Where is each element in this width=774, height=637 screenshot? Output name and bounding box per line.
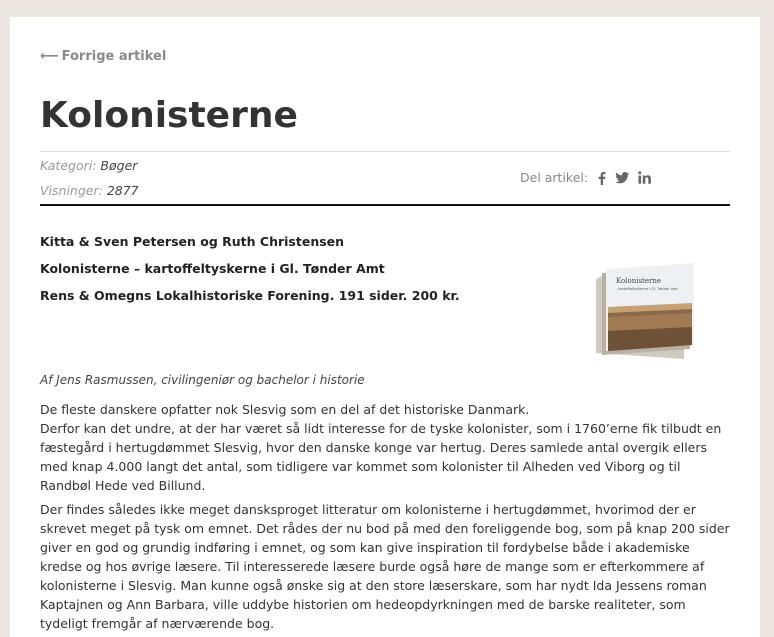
share-bar <box>520 170 651 185</box>
views-meta <box>40 183 139 198</box>
article-paragraph-1 <box>40 400 735 495</box>
previous-article-label: Forrige artikel <box>61 49 167 64</box>
twitter-icon[interactable] <box>615 172 629 184</box>
category-label: Kategori: <box>40 158 97 173</box>
book-cover-subtitle: - kartoffeltyskerne i Gl. Tønder Amt <box>616 287 678 291</box>
views-count: 2877 <box>106 183 139 198</box>
facebook-icon[interactable] <box>597 171 606 185</box>
book-publisher: Rens & Omegns Lokalhistoriske Forening. 191 sider. 200 kr. <box>40 288 460 303</box>
book-title: Kolonisterne – kartoffeltyskerne i Gl. Tønder Amt <box>40 261 385 276</box>
book-cover-title: Kolonisterne <box>616 277 662 285</box>
views-label: Visninger: <box>40 183 103 198</box>
paragraph-1-line-1: De fleste danskere opfatter nok Slesvig som en del af det historiske Danmark. <box>40 402 530 417</box>
article-title: Kolonisterne <box>40 95 298 136</box>
category-value[interactable]: Bøger <box>100 158 138 173</box>
linkedin-icon[interactable] <box>638 171 651 184</box>
share-label: Del artikel: <box>520 170 589 185</box>
book-cover-image <box>590 249 710 367</box>
category-meta <box>40 158 137 173</box>
previous-article-link[interactable] <box>40 49 166 64</box>
paragraph-1-rest: Derfor kan det undre, at der har været så lidt interesse for de tyske kolonister, som i 1760’erne fik tilbudt en fæstegård i hertugdømmet Slesvig, hvor den danske konge var hertug. Deres samlede antal overgik ellers med knap 4.000 langt det antal, som tidligere var kommet som kolonister til Alheden ved Viborg og til Randbøl Hede ved Billund. <box>40 421 722 493</box>
header-divider <box>40 204 730 206</box>
article-byline: Af Jens Rasmussen, civilingeniør og bachelor i historie <box>40 373 365 387</box>
article-paragraph-2: Der findes således ikke meget dansksproget litteratur om kolonisterne i hertugdømmet, hvorimod der er skrevet meget på tysk om emnet. Det rådes der nu bod på med den foreliggende bog, som på knap 200 sider giver en god og grundig indføring i emnet, og som kan give inspiration til fordybelse både i akademiske kredse og hos øvrige læsere. Til interesserede læsere burde også høre de mange som er efterkommere af kolonisterne i Slesvig. Man kunne også ønske sig at den store læserskare, som har nydt Ida Jessens roman Kaptajnen og Ann Barbara, ville uddybe historien om hedeopdyrkningen med de barske realiteter, som tydeligt fremgår af nærværende bog. <box>40 502 730 631</box>
article-card <box>10 17 760 637</box>
arrow-left-icon: ⟵ <box>40 49 59 64</box>
book-authors: Kitta & Sven Petersen og Ruth Christensen <box>40 234 345 249</box>
title-divider <box>40 151 730 152</box>
